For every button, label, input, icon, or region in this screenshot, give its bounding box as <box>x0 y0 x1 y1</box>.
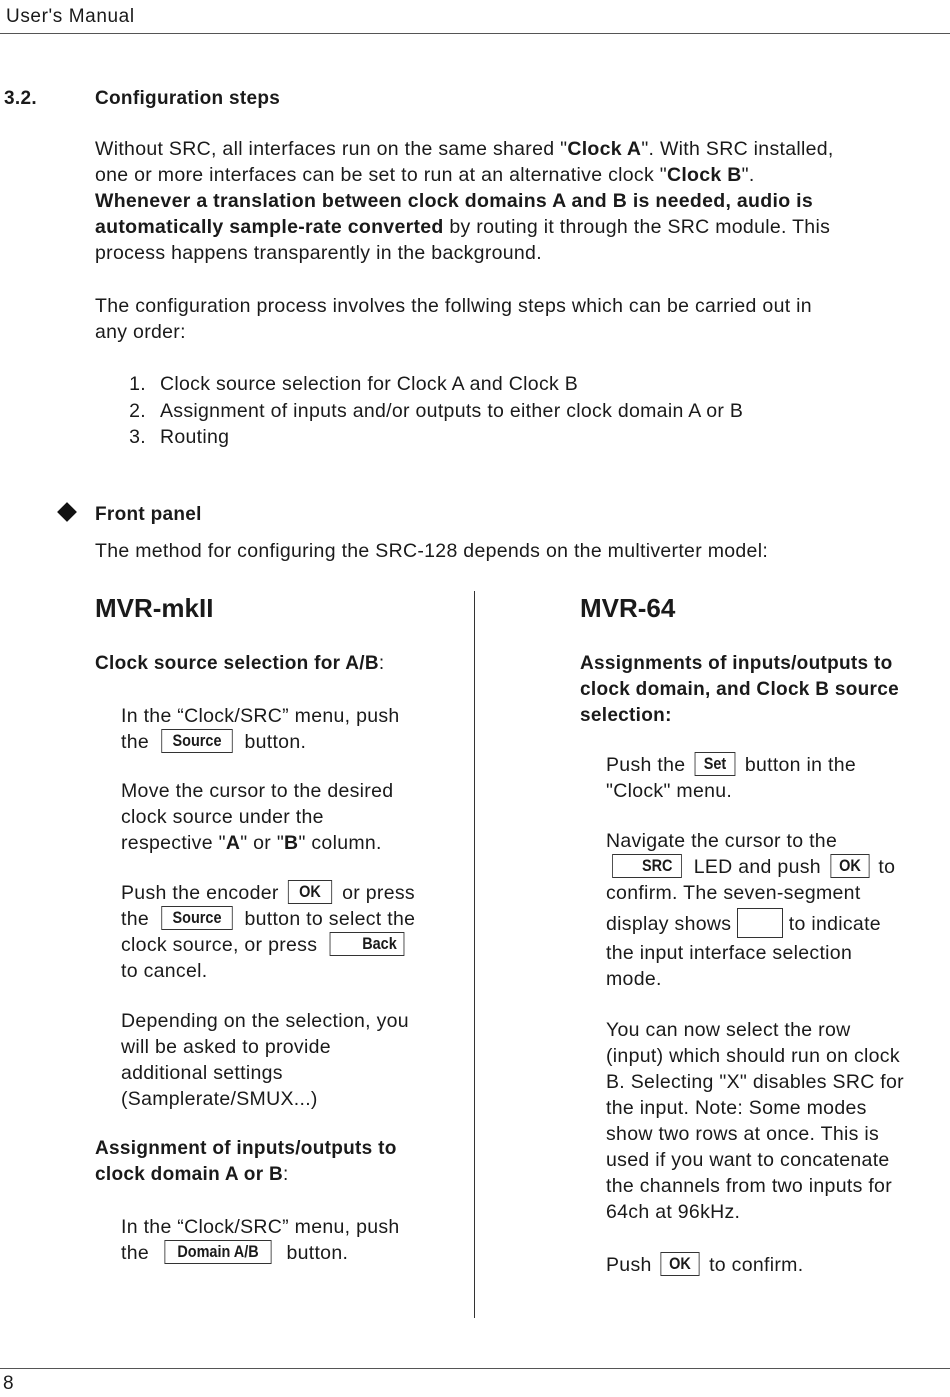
seven-segment-display <box>737 908 783 938</box>
diamond-bullet-icon <box>57 502 77 522</box>
section-title: Configuration steps <box>95 88 281 109</box>
left-step-3: Push the encoder OK or press the Source button to select the clock source, or press Back to cancel. <box>121 881 416 982</box>
front-panel-title: Front panel <box>95 504 202 525</box>
intro-paragraph: Without SRC, all interfaces run on the same shared "Clock A". With SRC installed, one or more interfaces can be set to run at an alternative clock "Clock B". Whenever a translation between clock domains A and B is needed, audio is automatically sample-rate converted by routing it through the SRC module. This process happens transparently in the background. <box>95 138 834 264</box>
left-step-5: In the “Clock/SRC” menu, push the Domain A/B button. <box>121 1216 400 1264</box>
list-item: 1. Clock source selection for Clock A and Clock B <box>129 373 579 395</box>
left-step-4: Depending on the selection, you will be asked to provide additional settings (Samplerate/SMUX...) <box>121 1010 409 1110</box>
source-key: Source <box>161 729 232 753</box>
ok-key: OK <box>830 854 869 878</box>
left-step-2: Move the cursor to the desired clock source under the respective "A" or "B" column. <box>121 780 394 854</box>
right-step-2: Navigate the cursor to the SRC LED and push OK to confirm. The seven-segment display shows to indicate the input interface selection mode. <box>606 830 896 990</box>
ok-key: OK <box>661 1252 700 1276</box>
source-key: Source <box>161 906 232 930</box>
left-subheading-2: Assignment of inputs/outputs to clock domain A or B: <box>95 1138 397 1185</box>
running-header: User's Manual <box>6 6 135 27</box>
right-step-1: Push the Set button in the "Clock" menu. <box>606 753 857 802</box>
front-panel-text: The method for configuring the SRC-128 depends on the multiverter model: <box>95 540 769 562</box>
section-number: 3.2. <box>4 88 37 109</box>
back-key: Back <box>330 932 405 956</box>
left-subheading-1: Clock source selection for A/B: <box>95 653 385 674</box>
footer-rule <box>0 1368 950 1369</box>
right-column-title: MVR-64 <box>580 593 676 623</box>
header-rule <box>0 33 950 34</box>
column-divider <box>474 591 475 1318</box>
domain-key: Domain A/B <box>164 1240 271 1264</box>
right-subheading: Assignments of inputs/outputs to clock domain, and Clock B source selection: <box>580 653 899 726</box>
intro-paragraph-2: The configuration process involves the follwing steps which can be carried out in any order: <box>95 295 812 343</box>
list-item: 2. Assignment of inputs and/or outputs to either clock domain A or B <box>129 400 744 422</box>
left-step-1: In the “Clock/SRC” menu, push the Source button. <box>121 705 400 753</box>
src-key: SRC <box>612 854 682 878</box>
ok-key: OK <box>288 880 332 904</box>
left-column-title: MVR-mkII <box>95 593 214 623</box>
page-number: 8 <box>3 1373 14 1394</box>
list-item: 3. Routing <box>129 426 230 448</box>
right-step-4: Push OK to confirm. <box>606 1253 804 1276</box>
right-step-3: You can now select the row (input) which should run on clock B. Selecting "X" disables SRC for the input. Note: Some modes show two rows at once. This is used if you want to concatenate the channels from two inputs for 64ch at 96kHz. <box>606 1019 904 1223</box>
set-key: Set <box>695 752 736 776</box>
